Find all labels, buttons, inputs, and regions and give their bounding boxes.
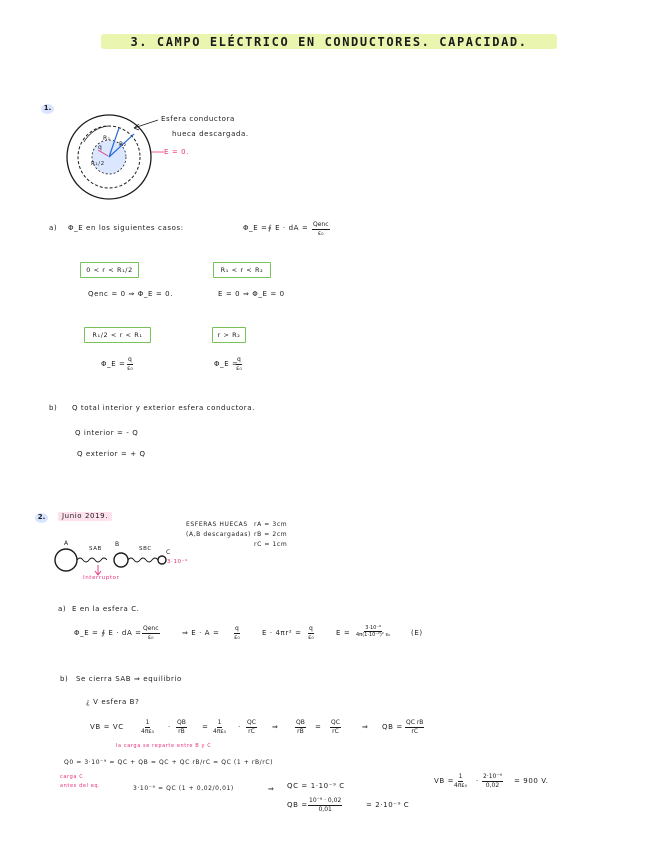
p2-part-b-text: Se cierra SAB ⇒ equilibrio bbox=[76, 675, 182, 683]
diagram-label-r2: R₂ bbox=[119, 141, 127, 148]
p2a-unit: (E) bbox=[411, 629, 423, 637]
vb-lhs: VB = VC bbox=[90, 723, 124, 731]
qb-frac: $\frac{\text{10⁻⁹ · 0,02}}{0,01}$ bbox=[309, 797, 342, 813]
case-box-4: r > R₂ bbox=[212, 327, 246, 343]
qb-lhs: QB = bbox=[287, 801, 308, 809]
p2-part-b-label: b) bbox=[60, 675, 69, 683]
p2a-frac4: $\frac{\text{3·10⁻⁹}}{\text{4π(1·10⁻²)² ε₀}}$ bbox=[356, 625, 391, 639]
p2-part-b-question: ¿ V esfera B? bbox=[86, 698, 140, 706]
vb-frac4: $\frac{QC}{rC}$ bbox=[247, 719, 256, 735]
vb-implies1: ⇒ bbox=[272, 723, 279, 731]
radius-a: rA = 3cm bbox=[254, 521, 288, 528]
vb2-frac1: $\frac{1}{\text{4πε₀}}$ bbox=[454, 773, 468, 789]
vb-frac6: $\frac{QC}{rC}$ bbox=[331, 719, 340, 735]
sphere-label-c: C bbox=[166, 549, 171, 556]
qb-result: = 2·10⁻⁹ C bbox=[366, 801, 410, 809]
shell-label-line1: Esfera conductora bbox=[161, 115, 235, 123]
sphere-label-a: A bbox=[64, 540, 69, 547]
qb-label: QB = bbox=[382, 723, 403, 731]
p1-part-b-label: b) bbox=[49, 404, 58, 412]
implies-qc: ⇒ bbox=[268, 785, 275, 793]
p2a-step2: ⇒ E · A = bbox=[182, 629, 220, 637]
case-result-2: E = 0 ⇒ Φ_E = 0 bbox=[218, 290, 285, 298]
gauss-fraction: Qenc ε₀ bbox=[313, 221, 329, 237]
qc-result: QC = 1·10⁻⁹ C bbox=[287, 782, 345, 790]
gauss-lhs: Φ_E = bbox=[243, 224, 268, 232]
pink-note-before-eq: antes del eq. bbox=[60, 783, 101, 789]
charge-conservation: Q0 = 3·10⁻⁹ = QC + QB = QC + QC rB/rC = QC (1 + rB/rC) bbox=[64, 759, 274, 766]
vb2-dot: · bbox=[476, 777, 479, 785]
gauss-integral: ∮ E · dA = bbox=[268, 224, 309, 232]
exam-date: Junio 2019. bbox=[58, 512, 112, 521]
vb2-lhs: VB = bbox=[434, 777, 455, 785]
diagram-label-q: q bbox=[98, 144, 103, 151]
vb-dot1: · bbox=[168, 723, 171, 731]
p1-part-a-label: a) bbox=[49, 224, 58, 232]
p1-part-b-text: Q total interior y exterior esfera conductora. bbox=[72, 404, 255, 412]
spheres-title-2: (A,B descargadas) bbox=[186, 531, 251, 538]
p2a-frac1: Qenc ε₀ bbox=[143, 625, 159, 641]
p2a-step4: E = bbox=[336, 629, 351, 637]
p2-part-a-text: E en la esfera C. bbox=[72, 605, 140, 613]
charge-c-label: 3·10⁻⁹ bbox=[167, 559, 188, 565]
case-result-3-frac: $\frac{q}{\text{ε₀}}$ bbox=[127, 356, 133, 372]
problem-1-number: 1. bbox=[41, 104, 54, 114]
radius-c: rC = 1cm bbox=[254, 541, 288, 548]
case-box-3: R₁/2 < r < R₁ bbox=[84, 327, 151, 343]
diagram-label-center: R₁/2 bbox=[91, 161, 105, 167]
spheres-title-1: ESFERAS HUECAS bbox=[186, 521, 248, 528]
vb2-result: = 900 V. bbox=[514, 777, 549, 785]
arrow-to-shell-icon bbox=[130, 118, 160, 132]
vb-eq2: = bbox=[315, 723, 322, 731]
p1-part-a-intro: Φ_E en los siguientes casos: bbox=[68, 224, 184, 232]
diagram-label-r1: R₁ bbox=[103, 135, 111, 142]
vb-frac2: $\frac{QB}{rB}$ bbox=[177, 719, 186, 735]
switch-sbc-label: SBC bbox=[139, 546, 152, 552]
vb-dot2: · bbox=[238, 723, 241, 731]
vb-frac7: $\frac{\text{QC rB}}{rC}$ bbox=[406, 719, 424, 735]
eq2: 3·10⁻⁹ = QC (1 + 0,02/0,01) bbox=[133, 785, 234, 792]
case-result-4-lhs: Φ_E = bbox=[214, 360, 239, 368]
problem-2-number: 2. bbox=[35, 513, 48, 523]
case-result-4-frac: $\frac{q}{\text{ε₀}}$ bbox=[236, 356, 242, 372]
vb2-frac2: $\frac{\text{2·10⁻⁹}}{0,02}$ bbox=[483, 773, 502, 789]
field-zero-note: E = 0. bbox=[164, 148, 190, 156]
sphere-label-b: B bbox=[115, 541, 120, 548]
vb-frac5: $\frac{QB}{rB}$ bbox=[296, 719, 305, 735]
case-box-1: 0 < r < R₁/2 bbox=[80, 262, 139, 278]
pink-note-charge-c: carga C bbox=[60, 774, 84, 780]
page-title: 3. CAMPO ELÉCTRICO EN CONDUCTORES. CAPACIDAD. bbox=[101, 34, 557, 49]
switch-sab-label: SAB bbox=[89, 546, 102, 552]
case-result-1: Qenc = 0 ⇒ Φ_E = 0. bbox=[88, 290, 174, 298]
p2a-frac3: $\frac{q}{\text{ε₀}}$ bbox=[308, 625, 314, 641]
q-exterior: Q exterior = + Q bbox=[77, 450, 146, 458]
shell-label-line2: hueca descargada. bbox=[172, 130, 249, 138]
repartition-note: la carga se reparte entre B y C bbox=[116, 743, 212, 749]
vb-eq1: = bbox=[202, 723, 209, 731]
p2a-lhs: Φ_E = ∮ E · dA = bbox=[74, 629, 142, 637]
switch-label: Interruptor bbox=[83, 575, 120, 581]
q-interior: Q interior = - Q bbox=[75, 429, 139, 437]
p2a-frac2: $\frac{q}{\text{ε₀}}$ bbox=[234, 625, 240, 641]
case-result-3-lhs: Φ_E = bbox=[101, 360, 126, 368]
vb-frac3: $\frac{1}{\text{4πε₀}}$ bbox=[213, 719, 227, 735]
p2a-step3: E · 4πr² = bbox=[262, 629, 302, 637]
case-box-2: R₁ < r < R₂ bbox=[213, 262, 271, 278]
vb-frac1: $\frac{1}{\text{4πε₀}}$ bbox=[141, 719, 155, 735]
p2-part-a-label: a) bbox=[58, 605, 67, 613]
radius-b: rB = 2cm bbox=[254, 531, 288, 538]
vb-implies2: ⇒ bbox=[362, 723, 369, 731]
